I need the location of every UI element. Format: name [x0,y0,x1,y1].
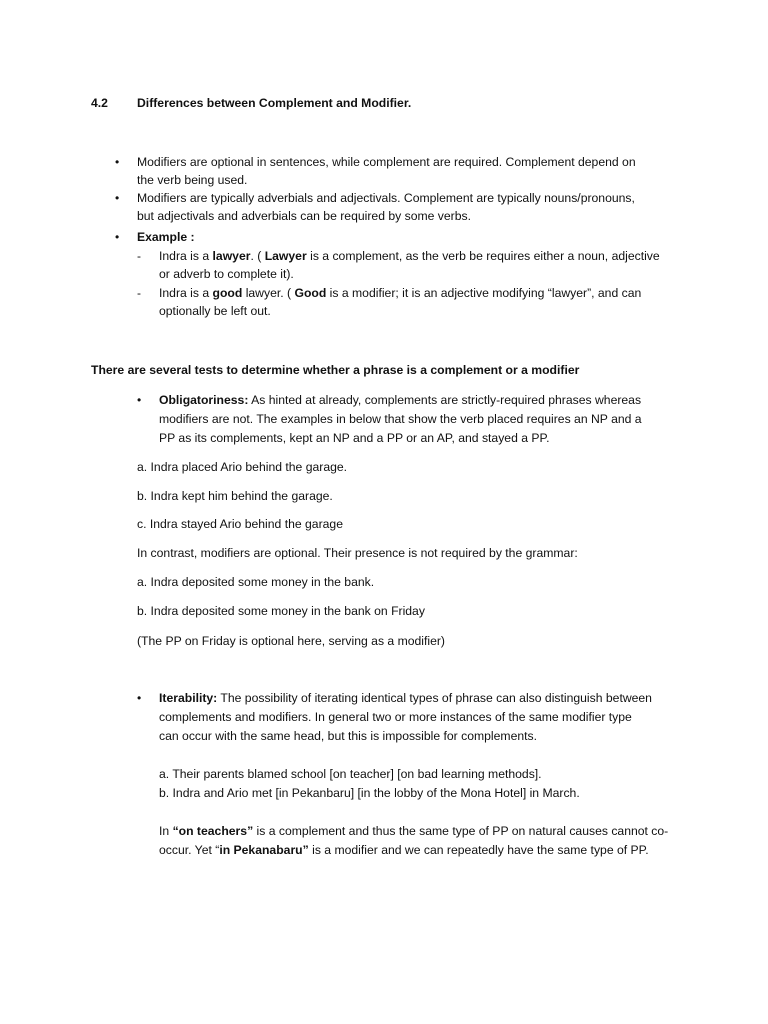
bullet-2-line-2: but adjectivals and adverbials can be required by some verbs. [137,209,471,223]
bullet-1-line-2: the verb being used. [137,173,248,187]
example-2-line-1: Indra is a good lawyer. ( Good is a modifier; it is an adjective modifying “lawyer”, and can [159,286,642,300]
bullet-icon: • [115,191,120,205]
section-title: Differences between Complement and Modifier. [137,96,412,110]
iterability-example-a: a. Their parents blamed school [on teacher] [on bad learning methods]. [159,767,542,781]
bullet-2-line-1: Modifiers are typically adverbials and adjectivals. Complement are typically nouns/pronouns, [137,191,635,205]
obligatoriness-line-2: modifiers are not. The examples in below that show the verb placed requires an NP and a [159,412,642,426]
obligatoriness-example-b: b. Indra kept him behind the garage. [137,489,333,503]
bullet-icon: • [137,393,142,407]
example-2-line-2: optionally be left out. [159,304,271,318]
bullet-3-example: Example : [137,230,195,244]
iterability-example-b: b. Indra and Ario met [in Pekanbaru] [in the lobby of the Mona Hotel] in March. [159,786,580,800]
obligatoriness-line-1: Obligatoriness: As hinted at already, complements are strictly-required phrases whereas [159,393,642,407]
obligatoriness-line-3: PP as its complements, kept an NP and a PP or an AP, and stayed a PP. [159,431,550,445]
dash-marker: - [137,249,141,263]
bullet-icon: • [137,691,142,705]
contrast-sentence: In contrast, modifiers are optional. Their presence is not required by the grammar: [137,546,578,560]
example-1-line-2: or adverb to complete it). [159,267,294,281]
iterability-line-1: Iterability: The possibility of iterating identical types of phrase can also distinguish between [159,691,652,705]
obligatoriness-example-a: a. Indra placed Ario behind the garage. [137,460,348,474]
obligatoriness-example-c: c. Indra stayed Ario behind the garage [137,517,343,531]
iterability-conclusion-line-2: occur. Yet “in Pekanabaru” is a modifier and we can repeatedly have the same type of PP. [159,843,649,857]
iterability-line-3: can occur with the same head, but this is impossible for complements. [159,729,537,743]
modifier-example-b: b. Indra deposited some money in the bank on Friday [137,604,425,618]
modifier-note: (The PP on Friday is optional here, serving as a modifier) [137,634,445,648]
iterability-line-2: complements and modifiers. In general two or more instances of the same modifier type [159,710,632,724]
bullet-icon: • [115,155,120,169]
dash-marker: - [137,286,141,300]
bullet-1-line-1: Modifiers are optional in sentences, while complement are required. Complement depend on [137,155,636,169]
tests-heading: There are several tests to determine whether a phrase is a complement or a modifier [91,363,580,377]
modifier-example-a: a. Indra deposited some money in the bank. [137,575,375,589]
bullet-icon: • [115,230,120,244]
example-1-line-1: Indra is a lawyer. ( Lawyer is a complement, as the verb be requires either a noun, adjective [159,249,660,263]
iterability-conclusion-line-1: In “on teachers” is a complement and thus the same type of PP on natural causes cannot co- [159,824,669,838]
section-number: 4.2 [91,96,108,110]
